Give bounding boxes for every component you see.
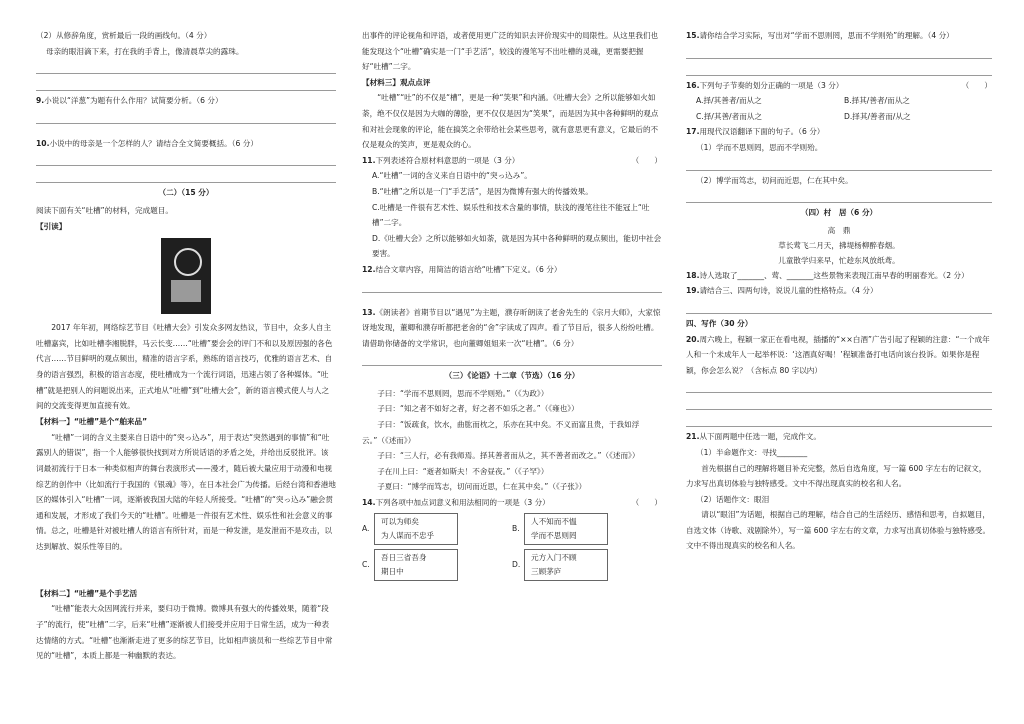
option-line-1: 可以为师矣	[381, 516, 419, 526]
q15-number: 15.	[686, 31, 700, 40]
answer-line[interactable]	[686, 412, 992, 427]
q16-option-d: D.择其/善者而/从之	[844, 111, 911, 121]
q8-quote: 母亲的眼泪滴下来，打在我的手背上，像清晨草尖的露珠。	[46, 46, 244, 56]
lunyu-4: 子曰：“三人行，必有我师焉。择其善者而从之，其不善者而改之。”（《述而》）	[377, 451, 640, 461]
q14-number: 14.	[362, 498, 376, 508]
q11-text: 下列表述符合原材料意思的一项是（3 分）	[375, 155, 520, 165]
material-2-continued: 出事件的评论视角和评语，或者使用更广泛的知识去评价现实中的局限性。从这里我们也能发现这个“吐槽”确实是一门“手艺活”，较浅的漫笔写不出吐槽的灵魂，更需要把握好“吐槽”二字。	[362, 31, 659, 72]
option-line-1: 元方入门不顾	[531, 552, 577, 562]
material-1-text: “吐槽”一词的含义主要来自日语中的“突っ込み”，用于表达“突然遇到的事情”和“吐露别人的错误”，指一个人能够很快找到对方所说话语的矛盾之处，并给出反驳批评。该词最初流行于日本一种类似相声的舞台表演形式——漫才，随后被大量应用于动漫和电视综艺的创作中（比如流行于我国的《银魂》等），在日本社会广为传播。后经台湾和香港地区的媒体引入“吐槽”一词，逐渐被我国大陆的年轻人所接受。“吐槽”的“突っ込み”融会贯通和发展，才形成了我们今天的“吐槽”。吐槽是一件很有艺术性、娱乐性和社会意义的事情。总之，吐槽是针对被吐槽人的语言有所针对，而是一种发泄，是发泄而不是攻击，以达到解放、娱乐性等目的。	[36, 432, 336, 551]
q20-text: 周六晚上，程颖一家正在看电视，插播的“××白酒”广告引起了程颖的注意：“一个成年人和一个未成年人一起举杯说：‘这酒真好喝！’程颖准备打电话向该台投诉。如果你是程颖，你会怎么说？（含标点 80 字以内）	[686, 334, 990, 375]
option-line-2: 三顾茅庐	[531, 566, 562, 576]
q21-text: 从下面两题中任选一题，完成作文。	[699, 432, 821, 442]
q14-options	[362, 513, 662, 585]
lunyu-1: 子曰：“学而不思则罔，思而不学则殆。”（《为政》）	[377, 388, 549, 398]
section-3-title: （三）《论语》十二章（节选）（16 分）	[444, 371, 580, 381]
material-2-text: “吐槽”能表大众因网流行并来，要归功于微博。微博具有强大的传播效果，随着“段子”的流行，使“吐槽”二字，后来“吐槽”逐渐被人们接受并应用于日常生活，成为一种表达情绪的方式。“吐槽”也渐渐走进了更多的综艺节目，比如相声演员和一些综艺节目中常见的“吐槽”，本质上都是一种幽默的表达。	[36, 604, 333, 661]
q21-option-2-text: 请以“眼泪”为话题，根据自己的理解，结合自己的生活经历、感悟和思考，自拟题目，自选文体（诗歌、戏剧除外），写一篇 600 字左右的文章，力求写出真切体验与独特感受。文中不得出现真实的校名和人名。	[686, 510, 991, 551]
answer-line[interactable]	[362, 278, 662, 293]
material-3-tag: 【材料三】观点点评	[362, 77, 431, 87]
q14-option-a[interactable]	[362, 513, 512, 545]
option-box	[374, 549, 458, 581]
q12-number: 12.	[362, 264, 376, 274]
option-line-2: 期日中	[381, 566, 404, 576]
option-line-2: 为人谋而不忠乎	[381, 530, 435, 540]
option-line-1: 人不知而不愠	[531, 516, 577, 526]
option-box	[374, 513, 458, 545]
section-2-title: （二）（15 分）	[158, 188, 214, 198]
q11-option-c: C.吐槽是一件很有艺术性、娱乐性和技术含量的事情，肤浅的漫笔往往不能冠上“吐槽”二字。	[372, 202, 650, 228]
column-right	[686, 28, 992, 554]
poem-line-1: 草长莺飞二月天，拂堤杨柳醉春烟。	[778, 240, 900, 250]
q10-text: 小说中的母亲是一个怎样的人？请结合全文简要概括。（6 分）	[49, 138, 258, 148]
q11-option-d: D.《吐槽大会》之所以能够如火如荼，就是因为其中各种鲜明的观点频出，能切中社会要害。	[372, 233, 662, 259]
q16-option-b: B.择其/善者/而从之	[844, 96, 910, 106]
q17-text: 用现代汉语翻译下面的句子。（6 分）	[699, 127, 825, 137]
q13-text: 《朗读者》首期节目以“遇见”为主题，濮存昕朗读了老舍先生的《宗月大师》，大家惊讶地发现，董卿和濮存昕都把老舍的“舍”字读成了四声。看了节目后，很多人纷纷吐槽。请借助你储备的文学常识，也向董卿姐姐来一次“吐槽”。（6 分）	[362, 307, 661, 348]
q14-option-c[interactable]	[362, 549, 512, 581]
option-box	[524, 513, 608, 545]
q18-text: 诗人选取了_______、莺、_______这些景物来表现江南早春的明丽春光。（2 分）	[699, 270, 969, 280]
answer-line[interactable]	[686, 378, 992, 393]
writing-section-title: 四、写作（30 分）	[686, 318, 753, 328]
section-2-intro: 阅读下面有关“吐槽”的材料，完成题目。	[36, 205, 173, 215]
q15-text: 请你结合学习实际，写出对“学而不思则罔，思而不学则殆”的理解。（4 分）	[699, 31, 954, 40]
q10-number: 10.	[36, 138, 50, 148]
q16-options-row-2	[686, 109, 992, 125]
q14-option-b[interactable]	[512, 513, 662, 545]
poem-line-2: 儿童散学归来早，忙趁东风放纸鸢。	[778, 255, 900, 265]
q14-text: 下列各项中加点词意义和用法相同的一项是（3 分）	[375, 498, 550, 508]
lunyu-5: 子在川上曰：“逝者如斯夫！不舍昼夜。”（《子罕》）	[377, 466, 549, 476]
option-letter: B.	[512, 523, 520, 533]
q14-answer-paren[interactable]: （ ）	[631, 498, 662, 508]
lunyu-3: 子曰：“饭疏食，饮水，曲肱而枕之，乐亦在其中矣。不义而富且贵，于我如浮云。”（《述而》）	[362, 420, 640, 445]
q14-option-d[interactable]	[512, 549, 662, 581]
answer-line[interactable]	[36, 59, 336, 74]
answer-line[interactable]	[36, 168, 336, 183]
column-middle	[362, 28, 662, 587]
q16-number: 16.	[686, 80, 700, 90]
option-box	[524, 549, 608, 581]
q19-text: 请结合三、四两句诗，说说儿童的性格特点。（4 分）	[699, 286, 878, 296]
book-cover-image	[161, 238, 211, 314]
q17-sub1: （1）学而不思则罔，思而不学则殆。	[696, 142, 823, 152]
answer-line[interactable]	[686, 156, 992, 171]
q21-option-2-title: （2）话题作文：眼泪	[696, 494, 770, 504]
cover-ring-shape	[174, 248, 202, 276]
material-3-text: “吐槽”“吐”的不仅是“槽”，更是一种“笑果”和内涵。《吐槽大会》之所以能够如火如荼，绝不仅仅是因为大咖的薄脸，更不仅仅是因为“笑果”，而是因为其中各种鲜明的观点和对社会现象的评论，能在搞笑之余带给社会某些思考，就有意思更有意义，它最后的不仅是观众的笑声，更是观众的心。	[362, 93, 659, 150]
q13-number: 13.	[362, 307, 376, 317]
yindu-text: 2017 年年初，网络综艺节目《吐槽大会》引发众多网友热议，节目中，众多人自主吐槽嘉宾，比如吐槽李湘脱胖，马云长变……“吐槽”要会会的评门不和以及原因强的各色代言……节目鲜明的观点频出，精准的语言字系，熟练的语言技巧，优雅的语言艺术、自身的语言强烈，积极的语言态度，使吐槽成为一个流行词语，迅速占领了各种媒体。“吐槽”就是把别人的问题说出来，正式地从“吐槽”到“吐槽大会”，新的语言模式使人与人之间的交流变得更加直接有效。	[36, 323, 333, 411]
q21-number: 21.	[686, 432, 700, 442]
q18-number: 18.	[686, 270, 700, 280]
q12-text: 结合文章内容，用简洁的语言给“吐槽”下定义。（6 分）	[375, 264, 562, 274]
q9-number: 9.	[36, 96, 45, 106]
yindu-tag: 【引读】	[36, 221, 67, 231]
section-4-title: （四）村 居（6 分）	[800, 208, 878, 218]
answer-line[interactable]	[36, 109, 336, 124]
q11-number: 11.	[362, 155, 376, 165]
lunyu-6: 子夏曰：“博学而笃志，切问而近思，仁在其中矣。”（《子张》）	[377, 482, 587, 492]
column-left	[36, 28, 336, 663]
q9-text: 小说以“洋葱”为题有什么作用？试简要分析。（6 分）	[44, 96, 223, 106]
answer-line[interactable]	[686, 61, 992, 76]
q17-number: 17.	[686, 127, 700, 137]
option-line-1: 吾日三省吾身	[381, 552, 427, 562]
q16-options-row-1	[686, 93, 992, 109]
answer-line[interactable]	[686, 299, 992, 314]
q19-number: 19.	[686, 286, 700, 296]
option-line-2: 学而不思则罔	[531, 530, 577, 540]
q16-text: 下列句子节奏的划分正确的一项是（3 分）	[699, 80, 844, 90]
answer-line[interactable]	[36, 76, 336, 91]
q16-option-a: A.择/其善者/而从之	[696, 96, 762, 106]
material-2-tag: 【材料二】“吐槽”是个手艺活	[36, 588, 138, 598]
material-1-tag: 【材料一】“吐槽”是个“舶来品”	[36, 417, 148, 427]
answer-line[interactable]	[686, 188, 992, 203]
option-letter: D.	[512, 559, 521, 569]
answer-line[interactable]	[686, 395, 992, 410]
lunyu-2: 子曰：“知之者不如好之者，好之者不如乐之者。”（《雍也》）	[377, 404, 579, 414]
q21-option-1-text: 首先根据自己的理解将题目补充完整，然后自选角度，写一篇 600 字左右的记叙文，力求写出真切体验与独特感受。文中不得出现真实的校名和人名。	[686, 463, 987, 489]
option-letter: C.	[362, 559, 370, 569]
q16-answer-paren[interactable]: （ ）	[961, 80, 992, 90]
option-letter: A.	[362, 523, 370, 533]
answer-line[interactable]	[362, 351, 662, 366]
q21-option-1-title: （1）半命题作文：寻找________	[696, 447, 808, 457]
answer-line[interactable]	[686, 44, 992, 59]
q20-number: 20.	[686, 334, 700, 344]
cover-figure-shape	[171, 280, 201, 302]
q8-sub2: （2）从修辞角度，赏析最后一段的画线句。（4 分）	[36, 31, 212, 40]
q11-option-a: A.“吐槽”一词的含义来自日语中的“突っ込み”。	[372, 171, 532, 181]
q11-answer-paren[interactable]: （ ）	[631, 155, 662, 165]
q11-option-b: B.“吐槽”之所以是一门“手艺活”，是因为微博有强大的传播效果。	[372, 186, 593, 196]
q17-sub2: （2）博学而笃志，切问而近思，仁在其中矣。	[696, 175, 853, 185]
q16-option-c: C.择/其善/者而从之	[696, 111, 762, 121]
poem-author: 高 鼎	[827, 225, 851, 235]
answer-line[interactable]	[36, 151, 336, 166]
